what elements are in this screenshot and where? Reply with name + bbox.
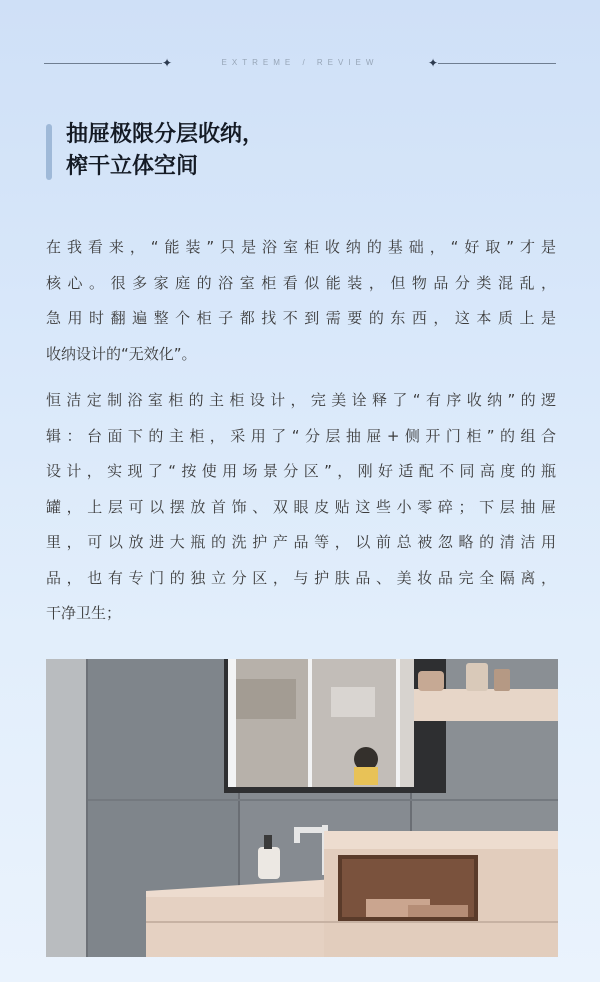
paragraph-line: 收纳设计的“无效化”。 bbox=[46, 344, 197, 363]
header-tagline: EXTREME / REVIEW bbox=[221, 58, 379, 67]
paragraph-line: 核心。很多家庭的浴室柜看似能装，但物品分类混乱， bbox=[46, 273, 556, 292]
header-rule-right bbox=[438, 63, 556, 64]
section-heading bbox=[46, 120, 560, 182]
paragraph-line: 罐，上层可以摆放首饰、双眼皮贴这些小零碎；下层抽屉 bbox=[46, 497, 556, 516]
paragraph-line: 干净卫生； bbox=[46, 604, 122, 622]
body-paragraph-1 bbox=[46, 230, 556, 372]
sparkle-star-icon: ✦ bbox=[162, 56, 173, 70]
paragraph-line: 里，可以放进大瓶的洗护产品等，以前总被忽略的清洁用 bbox=[46, 533, 556, 551]
section-title-line-2: 榨干立体空间 bbox=[66, 154, 199, 179]
section-title-line-1: 抽屉极限分层收纳， bbox=[66, 122, 265, 147]
paragraph-line: 品，也有专门的独立分区，与护肤品、美妆品完全隔离， bbox=[46, 568, 556, 587]
paragraph-line: 急用时翻遍整个柜子都找不到需要的东西，这本质上是 bbox=[46, 309, 556, 327]
top-header bbox=[44, 55, 556, 71]
sparkle-star-icon: ✦ bbox=[427, 56, 438, 70]
body-paragraph-2 bbox=[46, 383, 556, 632]
paragraph-line: 设计，实现了“按使用场景分区”，刚好适配不同高度的瓶 bbox=[46, 462, 556, 480]
paragraph-line: 在我看来，“能装”只是浴室柜收纳的基础，“好取”才是 bbox=[46, 238, 556, 256]
header-rule-left bbox=[44, 63, 162, 64]
paragraph-line: 恒洁定制浴室柜的主柜设计，完美诠释了“有序收纳”的逻 bbox=[46, 391, 556, 409]
heading-accent-bar bbox=[46, 124, 52, 180]
paragraph-line: 辑：台面下的主柜，采用了“分层抽屉+侧开门柜”的组合 bbox=[46, 426, 556, 445]
bathroom-cabinet-photo bbox=[46, 659, 558, 957]
